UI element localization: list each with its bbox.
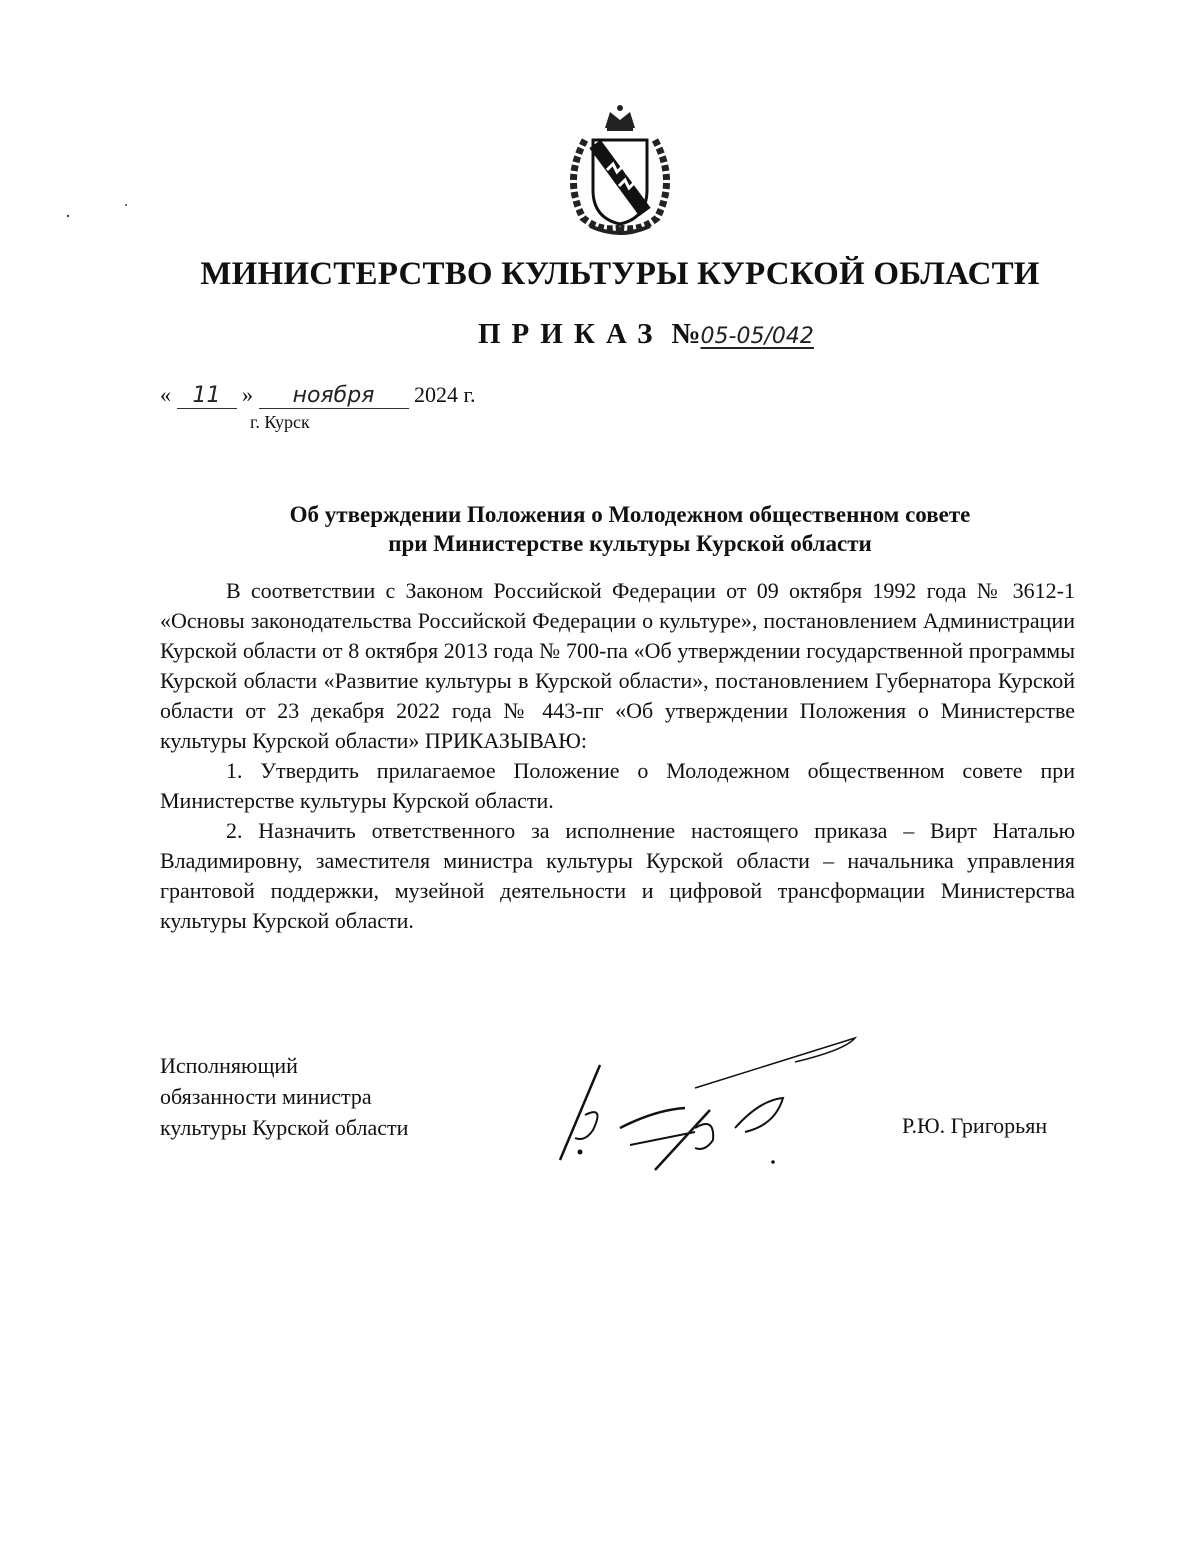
subject-line-1: Об утверждении Положения о Молодежном общественном совете [289, 502, 971, 527]
subject-line-2: при Министерстве культуры Курской области [388, 531, 872, 556]
order-body [160, 576, 1075, 936]
signatory-name: Р.Ю. Григорьян [902, 1113, 1048, 1138]
city: г. Курск [250, 412, 310, 432]
signatory-title-line-3: культуры Курской области [160, 1115, 409, 1140]
signatory-title [160, 1050, 408, 1143]
order-subject [150, 500, 1110, 558]
order-number: 05-05/042 [700, 324, 814, 349]
ministry-name: МИНИСТЕРСТВО КУЛЬТУРЫ КУРСКОЙ ОБЛАСТИ [200, 256, 1040, 292]
date-day: 11 [192, 383, 221, 408]
order-word: ПРИКАЗ [478, 318, 664, 350]
date-year: 2024 г. [414, 382, 476, 407]
order-item-2: 2. Назначить ответственного за исполнение настоящего приказа – Вирт Наталью Владимировну, заместителя министра культуры Курской области – начальника управления грантовой поддержки, музейной деятельности и цифровой трансформации Министерства культуры Курской области. [160, 818, 1075, 933]
date-line [160, 382, 476, 409]
preamble-paragraph: В соответствии с Законом Российской Федерации от 09 октября 1992 года № 3612-1 «Основы законодательства Российской Федерации о культуре», постановлением Администрации Курской области от 8 октября 2013 года № 700-па «Об утверждении государственной программы Курской области «Развитие культуры в Курской области», постановлением Губернатора Курской области от 23 декабря 2022 года № 443-пг «Об утверждении Положения о Министерстве культуры Курской области» ПРИКАЗЫВАЮ: [160, 578, 1075, 753]
date-month: ноября [292, 383, 375, 408]
signatory-title-line-1: Исполняющий [160, 1053, 298, 1078]
signatory-title-line-2: обязанности министра [160, 1084, 372, 1109]
coat-of-arms-emblem [555, 100, 685, 240]
order-item-1: 1. Утвердить прилагаемое Положение о Молодежном общественном совете при Министерстве культуры Курской области. [160, 758, 1075, 813]
date-open-quote: « [160, 382, 171, 407]
date-close-quote: » [242, 382, 253, 407]
order-title-line [478, 318, 814, 351]
scan-specks [60, 200, 140, 220]
number-sign: № [671, 318, 701, 350]
handwritten-signature [545, 1020, 865, 1180]
